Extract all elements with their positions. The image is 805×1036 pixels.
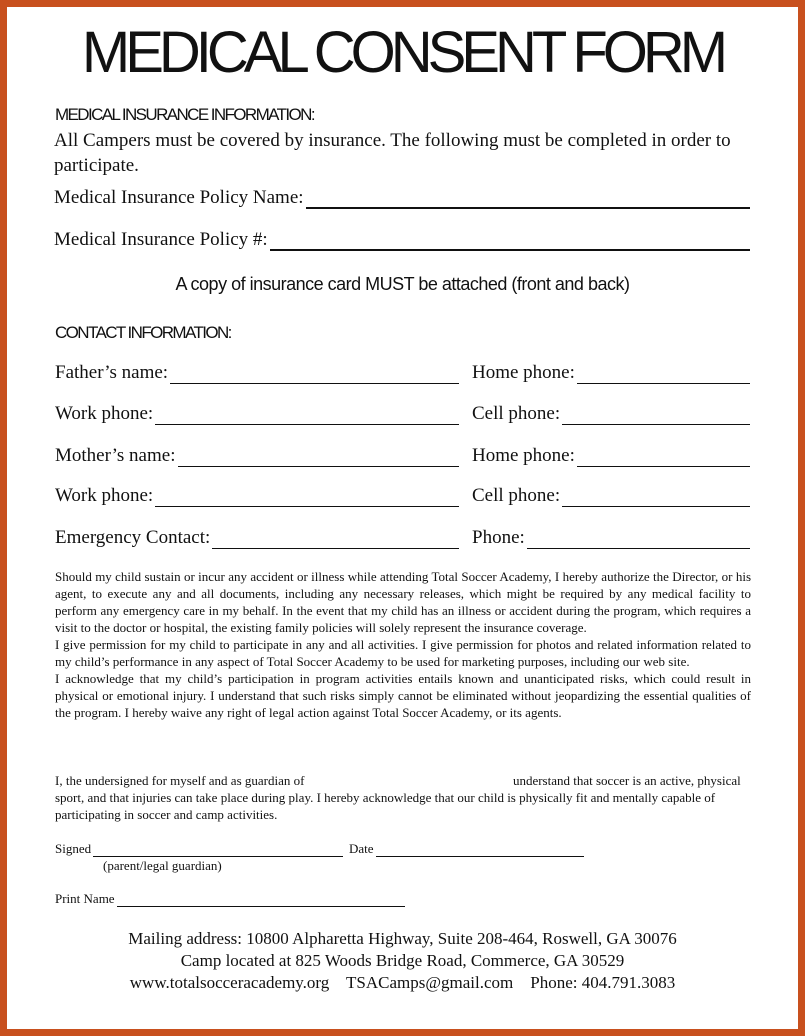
- father-cell-phone-line[interactable]: [562, 407, 750, 425]
- mother-name-line[interactable]: [178, 449, 460, 467]
- policy-name-line[interactable]: [306, 190, 750, 209]
- date-label: Date: [349, 841, 374, 856]
- father-home-phone-label: Home phone:: [472, 362, 575, 383]
- print-name-label: Print Name: [55, 891, 115, 906]
- father-work-phone-label: Work phone:: [55, 403, 154, 424]
- father-name-line[interactable]: [170, 366, 459, 384]
- email-link[interactable]: TSACamps@gmail.com: [346, 973, 514, 992]
- guardian-statement-end: understand that soccer is an active, physical sport, and that injuries can take place during play. I hereby acknowledge that our child is physically fit and mentally capable of participating in soccer and camp activities.: [55, 773, 741, 822]
- father-home-phone-line[interactable]: [577, 366, 750, 384]
- signature-line[interactable]: [93, 844, 343, 857]
- guardian-statement-start: I, the undersigned for myself and as guardian of: [55, 773, 305, 788]
- form-title: MEDICAL CONSENT FORM: [81, 20, 724, 85]
- father-work-phone-line[interactable]: [155, 407, 459, 425]
- policy-name-label: Medical Insurance Policy Name:: [54, 187, 304, 208]
- authorization-paragraph: Should my child sustain or incur any accident or illness while attending Total Soccer Academy, I hereby authorize the Director, or his agent, to execute any and all documents, including any necessary releases, which might be required by any medical facility to perform any emergency care in my behalf. In the event that my child has an illness or accident during the program, which requires a visit to the doctor or hospital, the existing family policies will solely represent the insurance coverage.: [55, 569, 751, 635]
- father-name-label: Father’s name:: [55, 362, 169, 383]
- contact-heading: CONTACT INFORMATION:: [55, 323, 231, 342]
- footer-contact-row: [7, 973, 798, 993]
- date-field[interactable]: [349, 841, 584, 857]
- emergency-contact-field[interactable]: [55, 527, 459, 549]
- father-home-phone-field[interactable]: [472, 362, 750, 384]
- mother-cell-phone-line[interactable]: [562, 489, 750, 507]
- mother-home-phone-label: Home phone:: [472, 445, 575, 466]
- insurance-card-notice: A copy of insurance card MUST be attached (front and back): [175, 274, 630, 294]
- policy-name-field[interactable]: [54, 187, 750, 209]
- emergency-contact-label: Emergency Contact:: [55, 527, 211, 548]
- emergency-phone-label: Phone:: [472, 527, 525, 548]
- mother-work-phone-line[interactable]: [155, 489, 459, 507]
- date-line[interactable]: [376, 844, 584, 857]
- emergency-contact-line[interactable]: [212, 531, 459, 549]
- policy-number-label: Medical Insurance Policy #:: [54, 229, 268, 250]
- mother-name-label: Mother’s name:: [55, 445, 176, 466]
- father-name-field[interactable]: [55, 362, 459, 384]
- mailing-address: Mailing address: 10800 Alpharetta Highway, Suite 208-464, Roswell, GA 30076: [128, 929, 677, 948]
- mother-work-phone-field[interactable]: [55, 485, 459, 507]
- guardian-note: (parent/legal guardian): [103, 858, 222, 873]
- insurance-intro: All Campers must be covered by insurance. The following must be completed in order to participate.: [54, 130, 731, 176]
- mother-cell-phone-label: Cell phone:: [472, 485, 561, 506]
- insurance-heading: MEDICAL INSURANCE INFORMATION:: [55, 105, 314, 124]
- guardian-statement: [55, 772, 755, 823]
- print-name-line[interactable]: [117, 894, 405, 907]
- mother-home-phone-field[interactable]: [472, 445, 750, 467]
- father-cell-phone-label: Cell phone:: [472, 403, 561, 424]
- photo-permission-paragraph: I give permission for my child to participate in any and all activities. I give permission for photos and related information related to my child’s performance in any aspect of Total Soccer Academy to be used for marketing purposes, including our web site.: [55, 637, 751, 669]
- camp-location: Camp located at 825 Woods Bridge Road, Commerce, GA 30529: [180, 951, 625, 970]
- website-link[interactable]: www.totalsocceracademy.org: [129, 973, 330, 992]
- risk-acknowledgement-paragraph: I acknowledge that my child’s participation in program activities entails known and unanticipated risks, which could result in physical or emotional injury. I understand that such risks simply cannot be eliminated without jeopardizing the essential qualities of the program. I hereby waive any right of legal action against Total Soccer Academy, or its agents.: [55, 671, 751, 720]
- print-name-field[interactable]: [55, 891, 405, 907]
- mother-cell-phone-field[interactable]: [472, 485, 750, 507]
- signed-label: Signed: [55, 841, 92, 856]
- footer-phone: Phone: 404.791.3083: [530, 973, 676, 992]
- signature-field[interactable]: [55, 841, 343, 857]
- policy-number-field[interactable]: [54, 229, 750, 251]
- mother-home-phone-line[interactable]: [577, 449, 750, 467]
- emergency-phone-line[interactable]: [527, 531, 750, 549]
- father-cell-phone-field[interactable]: [472, 403, 750, 425]
- emergency-phone-field[interactable]: [472, 527, 750, 549]
- legal-text: [55, 568, 751, 721]
- father-work-phone-field[interactable]: [55, 403, 459, 425]
- policy-number-line[interactable]: [270, 232, 750, 251]
- mother-name-field[interactable]: [55, 445, 459, 467]
- consent-form-page: [7, 7, 798, 1029]
- mother-work-phone-label: Work phone:: [55, 485, 154, 506]
